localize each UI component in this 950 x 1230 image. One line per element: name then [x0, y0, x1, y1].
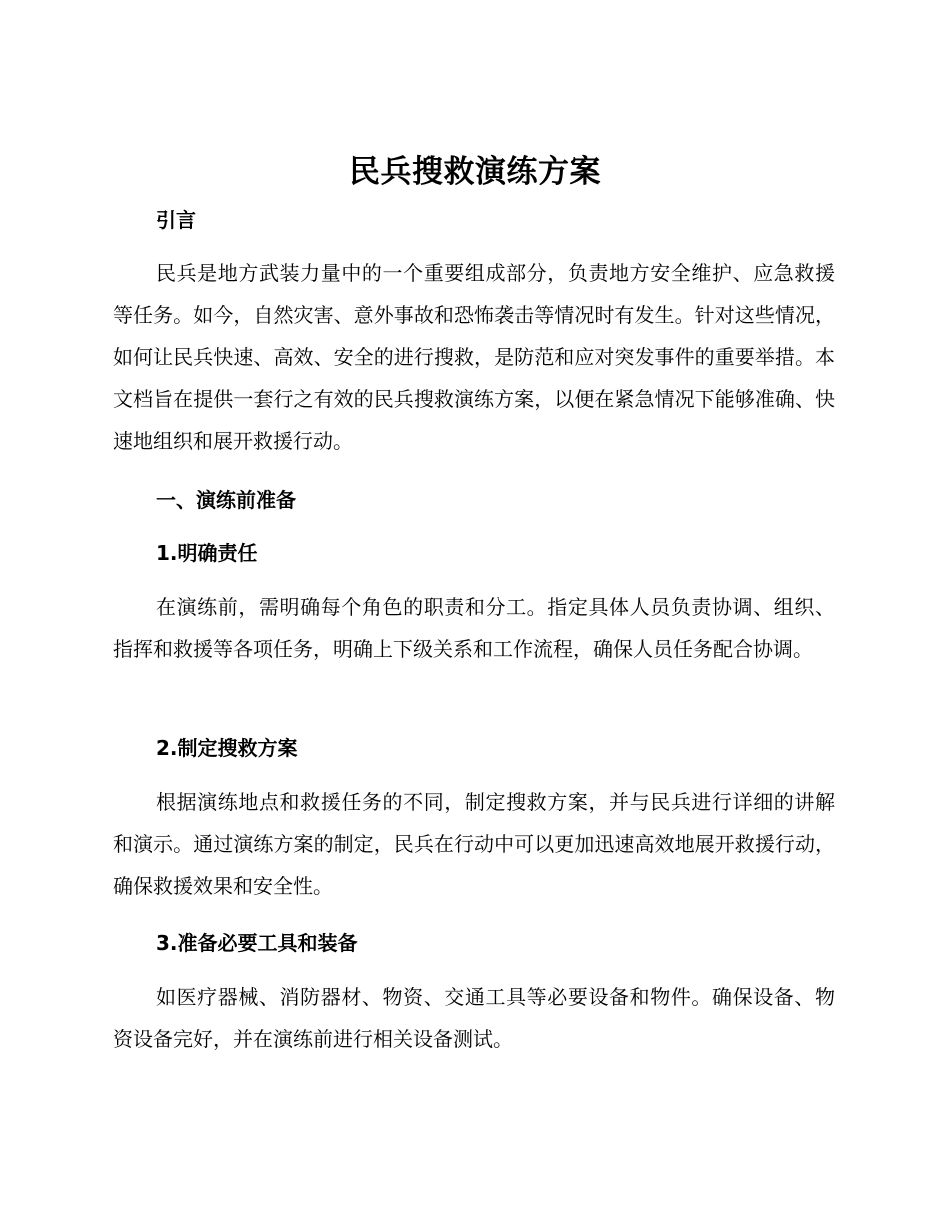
intro-heading: 引言 [156, 208, 196, 232]
subsection-3-heading: 3.准备必要工具和装备 [156, 931, 358, 955]
subsection-1-paragraph: 在演练前，需明确每个角色的职责和分工。指定具体人员负责协调、组织、指挥和救援等各项任务，明确上下级关系和工作流程，确保人员任务配合协调。 [113, 595, 835, 661]
subsection-3-paragraph: 如医疗器械、消防器材、物资、交通工具等必要设备和物件。确保设备、物资设备完好，并在演练前进行相关设备测试。 [113, 985, 835, 1051]
intro-paragraph: 民兵是地方武装力量中的一个重要组成部分，负责地方安全维护、应急救援等任务。如今，自然灾害、意外事故和恐怖袭击等情况时有发生。针对这些情况，如何让民兵快速、高效、安全的进行搜救，是防范和应对突发事件的重要举措。本文档旨在提供一套行之有效的民兵搜救演练方案，以便在紧急情况下能够准确、快速地组织和展开救援行动。 [113, 261, 835, 453]
subsection-1-heading: 1.明确责任 [156, 541, 258, 565]
subsection-2-heading: 2.制定搜救方案 [156, 736, 298, 760]
subsection-2-paragraph: 根据演练地点和救援任务的不同，制定搜救方案，并与民兵进行详细的讲解和演示。通过演练方案的制定，民兵在行动中可以更加迅速高效地展开救援行动，确保救援效果和安全性。 [113, 790, 835, 898]
document-title: 民兵搜救演练方案 [349, 154, 601, 190]
section-1-heading: 一、演练前准备 [156, 488, 296, 512]
